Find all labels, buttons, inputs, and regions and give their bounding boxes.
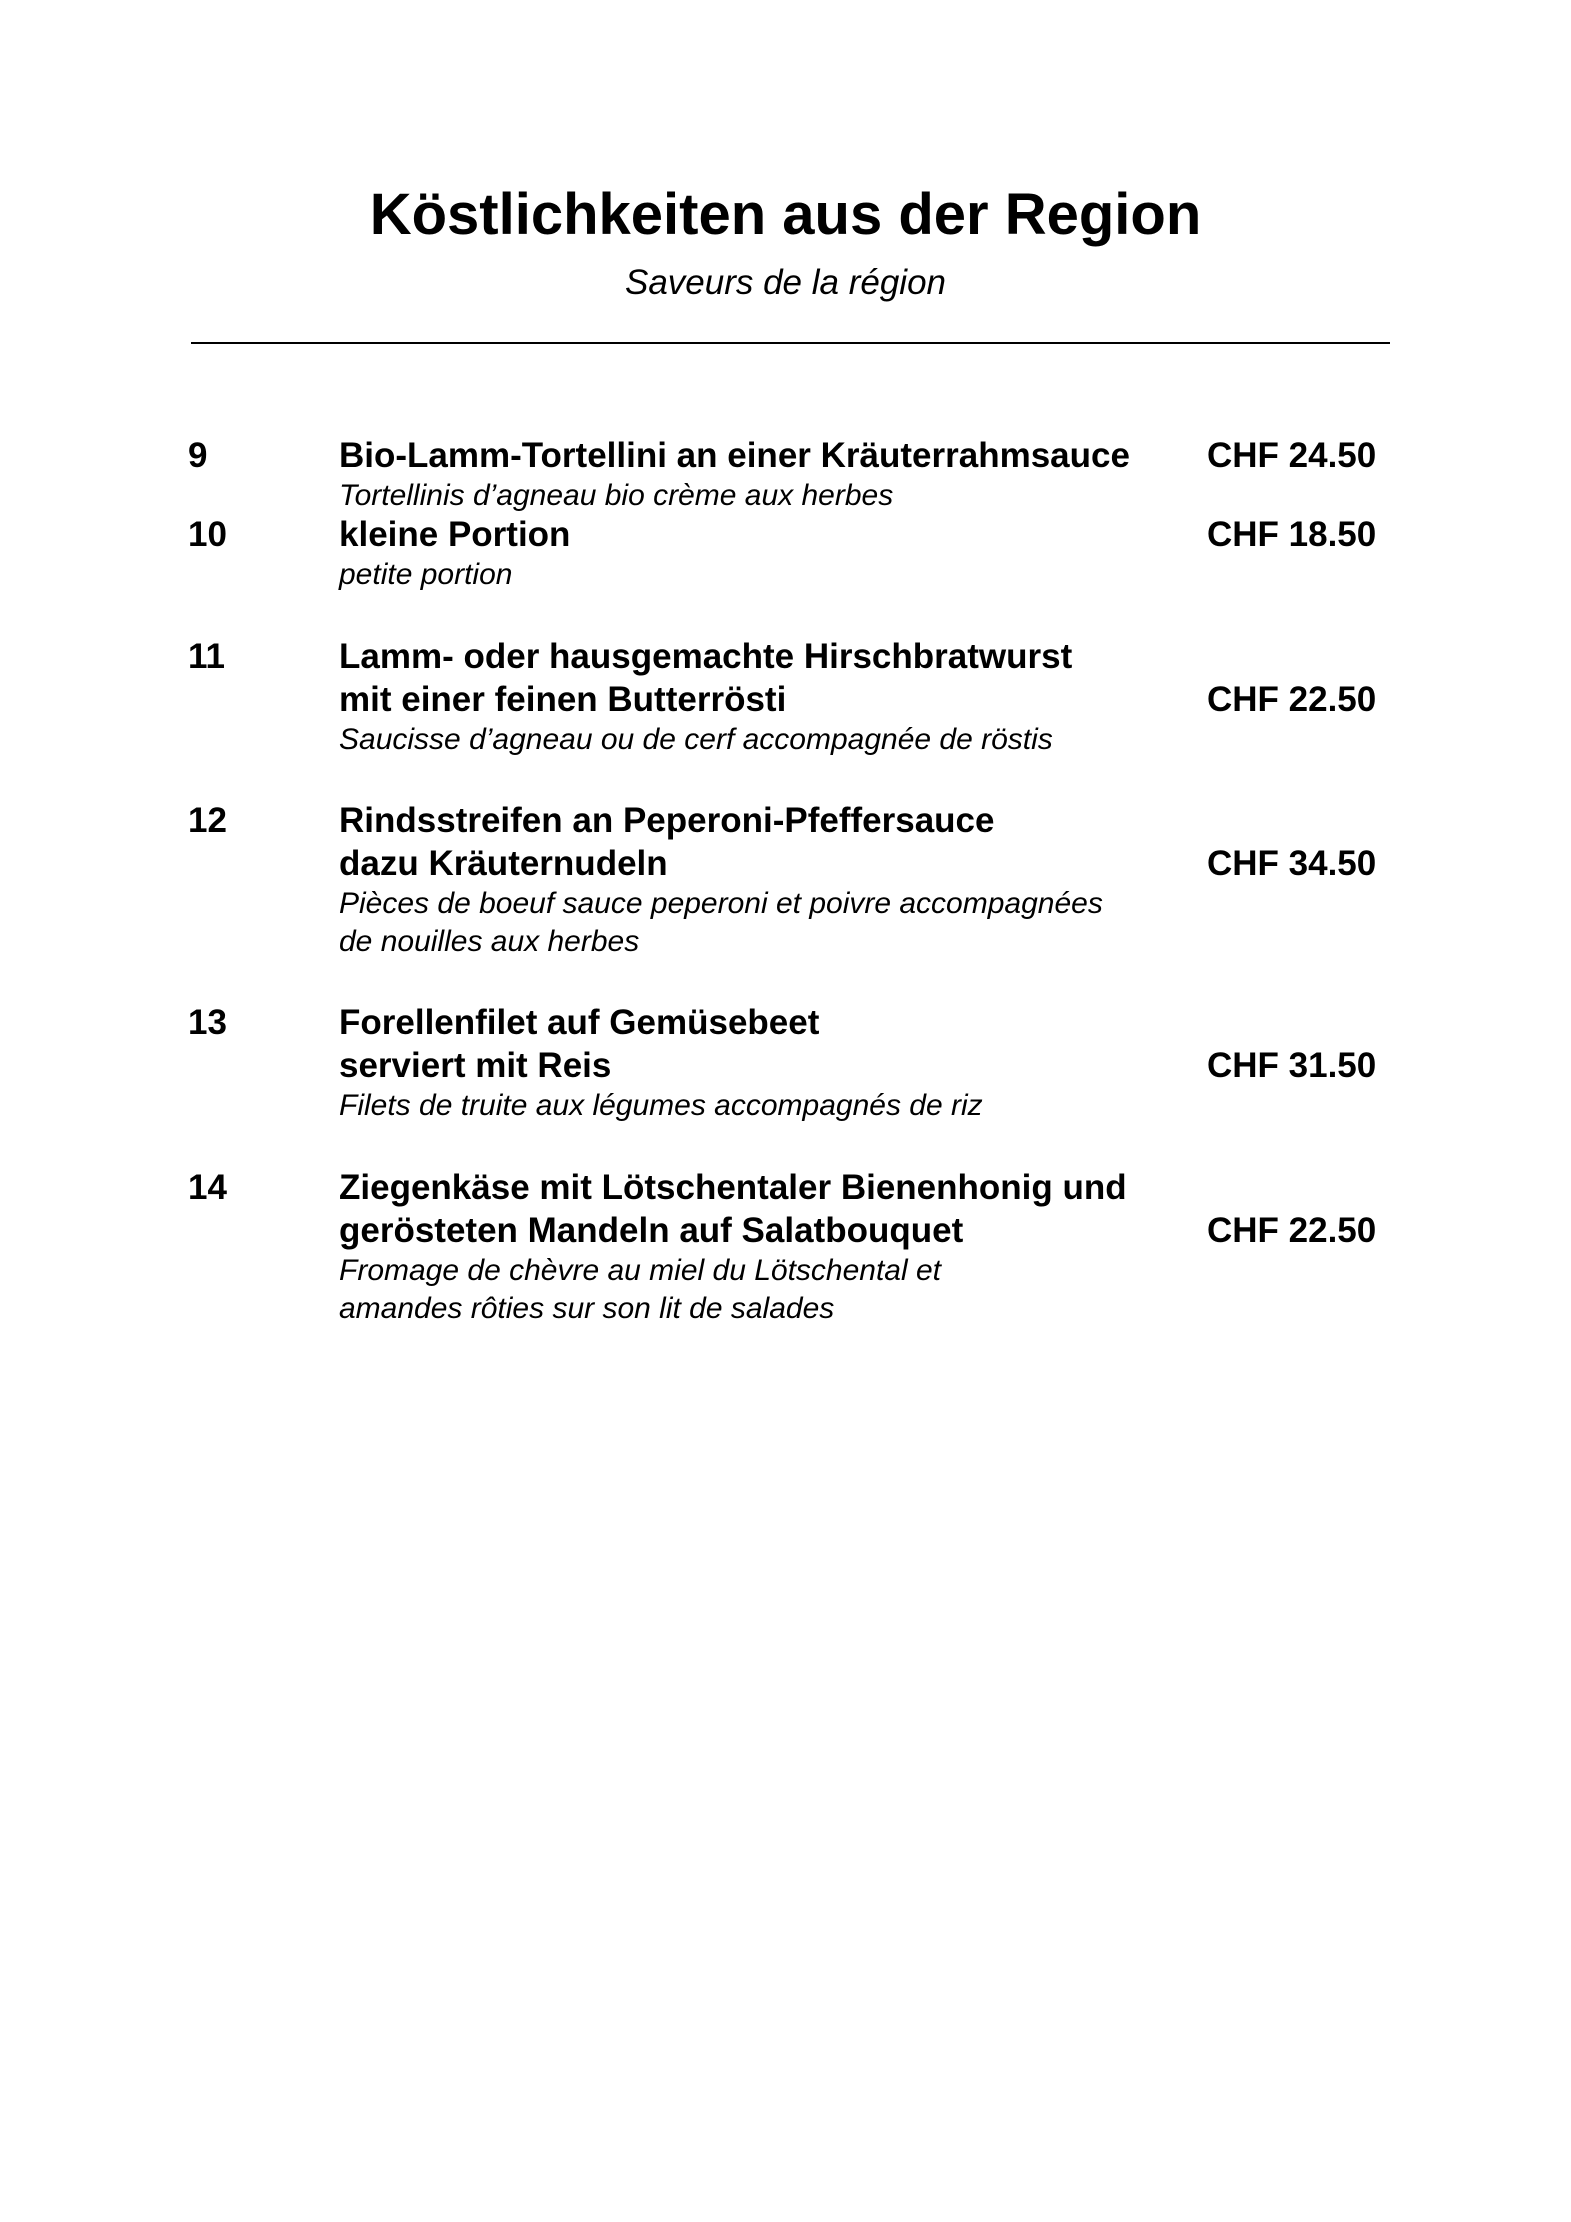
item-number: 14 xyxy=(188,1168,227,1207)
item-name-de: mit einer feinen Butterrösti xyxy=(339,680,787,719)
page-subtitle: Saveurs de la région xyxy=(624,263,947,302)
item-name-de: serviert mit Reis xyxy=(339,1046,612,1085)
item-name-fr: Pièces de boeuf sauce peperoni et poivre accompagnées xyxy=(339,887,1103,920)
item-name-fr: Filets de truite aux légumes accompagnés de riz xyxy=(339,1089,983,1122)
title-divider xyxy=(191,342,1390,344)
item-name-de: gerösteten Mandeln auf Salatbouquet xyxy=(339,1211,964,1250)
item-price: CHF 22.50 xyxy=(1207,680,1377,719)
item-price: CHF 22.50 xyxy=(1207,1211,1377,1250)
item-number: 13 xyxy=(188,1003,227,1042)
item-name-de: kleine Portion xyxy=(339,515,571,554)
item-description xyxy=(339,635,1189,759)
item-number: 10 xyxy=(188,515,227,554)
item-number: 12 xyxy=(188,801,227,840)
item-name-fr: de nouilles aux herbes xyxy=(339,925,640,958)
item-price: CHF 34.50 xyxy=(1207,844,1377,883)
item-name-de: dazu Kräuternudeln xyxy=(339,844,668,883)
item-price: CHF 24.50 xyxy=(1207,436,1377,475)
item-description xyxy=(339,1001,1189,1125)
item-price: CHF 18.50 xyxy=(1207,515,1377,554)
item-description xyxy=(339,513,1189,594)
page-title: Köstlichkeiten aus der Region xyxy=(369,182,1202,247)
item-name-de: Rindsstreifen an Peperoni-Pfeffersauce xyxy=(339,801,995,840)
item-description xyxy=(339,434,1189,515)
item-name-de: Lamm- oder hausgemachte Hirschbratwurst xyxy=(339,637,1073,676)
item-description xyxy=(339,799,1189,961)
item-name-de: Forellenfilet auf Gemüsebeet xyxy=(339,1003,820,1042)
item-description xyxy=(339,1166,1189,1328)
item-number: 11 xyxy=(188,637,225,676)
item-name-fr: Saucisse d’agneau ou de cerf accompagnée de röstis xyxy=(339,723,1053,756)
item-price: CHF 31.50 xyxy=(1207,1046,1377,1085)
item-name-fr: Fromage de chèvre au miel du Lötschental et xyxy=(339,1254,942,1287)
item-name-fr: Tortellinis d’agneau bio crème aux herbes xyxy=(339,479,894,512)
item-name-de: Ziegenkäse mit Lötschentaler Bienenhonig und xyxy=(339,1168,1127,1207)
item-name-fr: amandes rôties sur son lit de salades xyxy=(339,1292,835,1325)
item-number: 9 xyxy=(188,436,208,475)
item-name-fr: petite portion xyxy=(339,558,513,591)
item-name-de: Bio-Lamm-Tortellini an einer Kräuterrahmsauce xyxy=(339,436,1130,475)
